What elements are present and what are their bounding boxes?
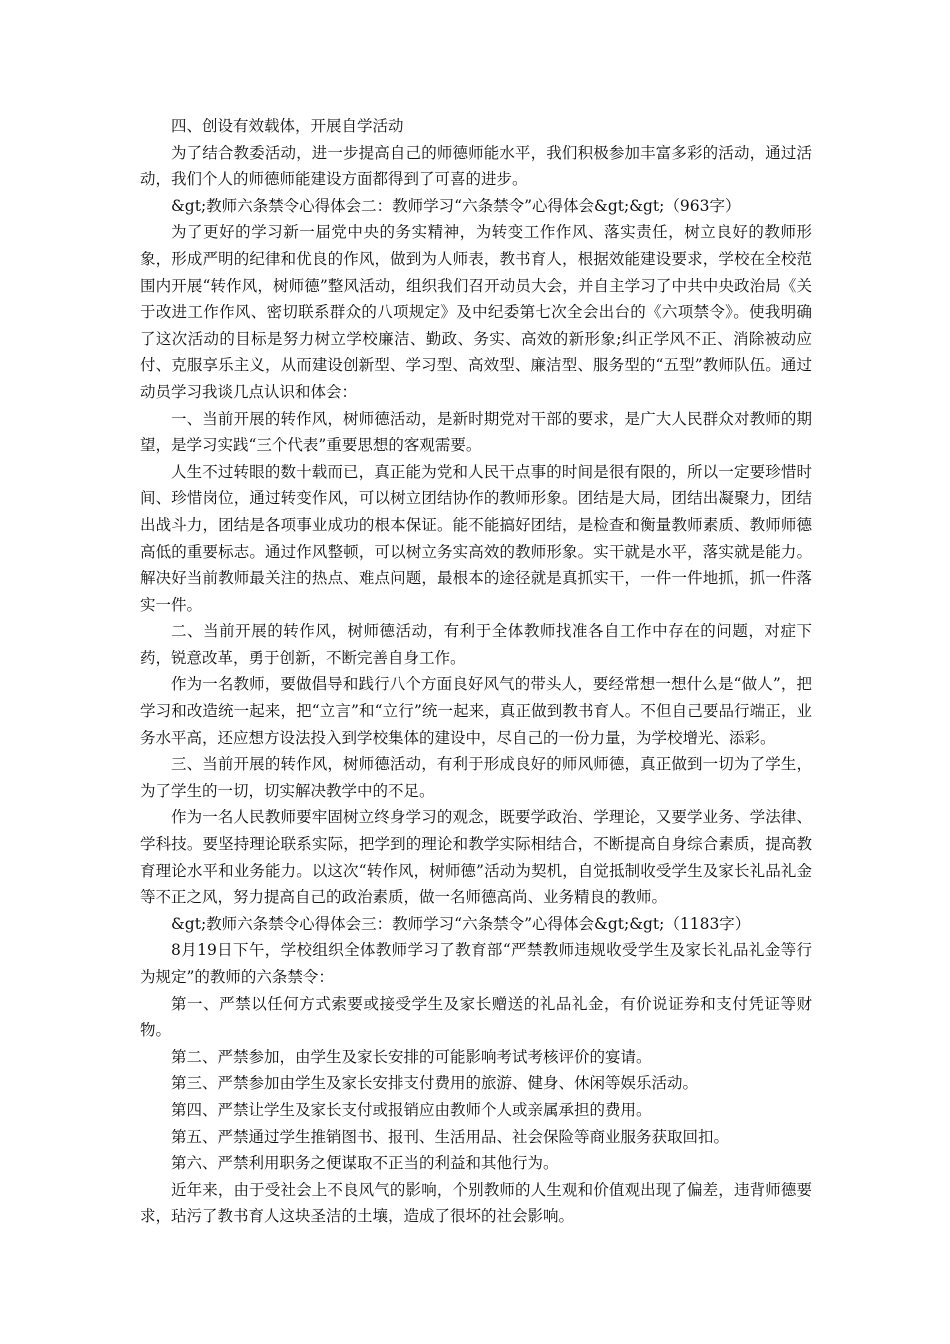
rule-item: 第六、严禁利用职务之便谋取不正当的利益和其他行为。 bbox=[171, 1154, 559, 1173]
article-title: &gt;教师六条禁令心得体会三：教师学习“六条禁令”心得体会&gt;&gt;（1183字） bbox=[171, 914, 751, 933]
paragraph: 二、当前开展的转作风，树师德活动，有利于全体教师找准各自工作中存在的问题，对症下药，锐意改革，勇于创新，不断完善自身工作。 bbox=[140, 622, 812, 667]
rule-item: 第五、严禁通过学生推销图书、报刊、生活用品、社会保险等商业服务获取回扣。 bbox=[171, 1127, 730, 1146]
paragraph: 作为一名人民教师要牢固树立终身学习的观念，既要学政治、学理论，又要学业务、学法律、学科技。要坚持理论联系实际，把学到的理论和教学实际相结合，不断提高自身综合素质，提高教育理论水平和业务能力。以这次“转作风，树师德”活动为契机，自觉抵制收受学生及家长礼品礼金等不正之风，努力提高自己的政治素质，做一名师德高尚、业务精良的教师。 bbox=[140, 808, 812, 907]
paragraph: 三、当前开展的转作风，树师德活动，有利于形成良好的师风师德，真正做到一切为了学生，为了学生的一切，切实解决教学中的不足。 bbox=[140, 755, 812, 800]
rule-item: 第三、严禁参加由学生及家长安排支付费用的旅游、健身、休闲等娱乐活动。 bbox=[171, 1074, 699, 1093]
paragraph: 作为一名教师，要做倡导和践行八个方面良好风气的带头人，要经常想一想什么是“做人”，把学习和改造统一起来，把“立言”和“立行”统一起来，真正做到教书育人。不但自己要品行端正，业务水平高，还应想方设法投入到学校集体的建设中，尽自己的一份力量，为学校增光、添彩。 bbox=[140, 675, 812, 747]
document-body bbox=[140, 113, 812, 1230]
paragraph: 一、当前开展的转作风，树师德活动，是新时期党对干部的要求，是广大人民群众对教师的期望，是学习实践“三个代表”重要思想的客观需要。 bbox=[140, 409, 812, 455]
section-heading: 四、创设有效载体，开展自学活动 bbox=[171, 117, 404, 135]
paragraph: 8月19日下午，学校组织全体教师学习了教育部“严禁教师违规收受学生及家长礼品礼金等行为规定”的教师的六条禁令： bbox=[140, 941, 812, 986]
rule-item: 第四、严禁让学生及家长支付或报销应由教师个人或亲属承担的费用。 bbox=[171, 1100, 652, 1119]
rule-item: 第二、严禁参加，由学生及家长安排的可能影响考试考核评价的宴请。 bbox=[171, 1047, 652, 1066]
paragraph: 人生不过转眼的数十载而已，真正能为党和人民干点事的时间是很有限的，所以一定要珍惜时间、珍惜岗位，通过转变作风，可以树立团结协作的教师形象。团结是大局，团结出凝聚力，团结出战斗力，团结是各项事业成功的根本保证。能不能搞好团结，是检查和衡量教师素质、教师师德高低的重要标志。通过作风整顿，可以树立务实高效的教师形象。实干就是水平，落实就是能力。解决好当前教师最关注的热点、难点问题，最根本的途径就是真抓实干，一件一件地抓，抓一件落实一件。 bbox=[140, 462, 812, 614]
paragraph: 为了更好的学习新一届党中央的务实精神，为转变工作作风、落实责任，树立良好的教师形象，形成严明的纪律和优良的作风，做到为人师表，教书育人，根据效能建设要求，学校在全校范围内开展“转作风，树师德”整风活动，组织我们召开动员大会，并自主学习了中共中央政治局《关于改进工作作风、密切联系群众的八项规定》及中纪委第七次全会出台的《六项禁令》。使我明确了这次活动的目标是努力树立学校廉洁、勤政、务实、高效的新形象;纠正学风不正、消除被动应付、克服享乐主义，从而建设创新型、学习型、高效型、廉洁型、服务型的“五型”教师队伍。通过动员学习我谈几点认识和体会： bbox=[140, 223, 812, 401]
paragraph: 为了结合教委活动，进一步提高自己的师德师能水平，我们积极参加丰富多彩的活动，通过活动，我们个人的师德师能建设方面都得到了可喜的进步。 bbox=[140, 143, 812, 189]
paragraph: 近年来，由于受社会上不良风气的影响，个别教师的人生观和价值观出现了偏差，违背师德要求，玷污了教书育人这块圣洁的土壤，造成了很坏的社会影响。 bbox=[140, 1180, 812, 1226]
article-title: &gt;教师六条禁令心得体会二：教师学习“六条禁令”心得体会&gt;&gt;（963字） bbox=[171, 196, 741, 215]
rule-item: 第一、严禁以任何方式索要或接受学生及家长赠送的礼品礼金，有价说证券和支付凭证等财物。 bbox=[140, 994, 812, 1040]
